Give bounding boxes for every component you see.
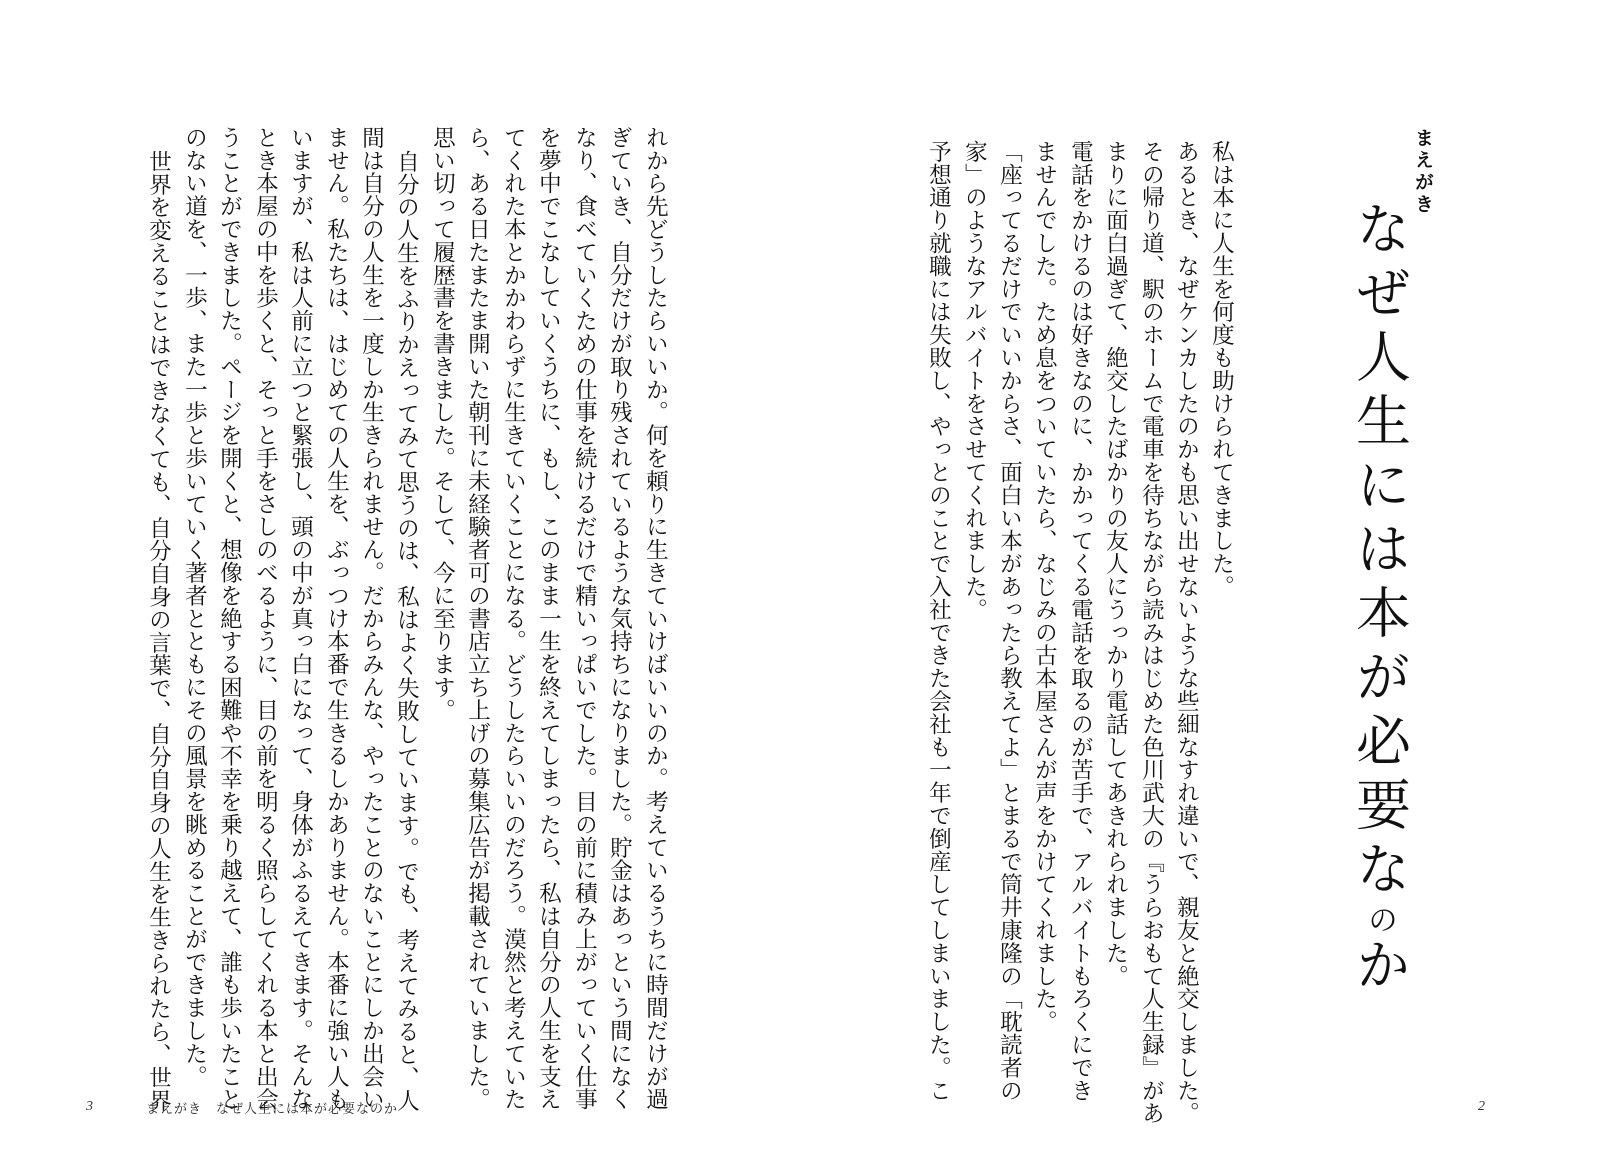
text-line: なり、食べていくための仕事を続けるだけで精いっぱいでした。目の前に積み上がっていく仕事 xyxy=(571,126,598,1111)
chapter-title-end: か xyxy=(1347,936,1411,1000)
text-line: 世界を変えることはできなくても、自分自身の言葉で、自分自身の人生を生きられたら、世界 xyxy=(145,150,172,1112)
chapter-title-main: なぜ人生には本が必要な xyxy=(1347,200,1411,904)
text-line: 「座ってるだけでいいからさ、面白い本があったら教えてよ」とまるで筒井康隆の「耽読者の xyxy=(996,140,1023,1102)
text-line: れから先どうしたらいいか。何を頼りに生きていけばいいのか。考えているうちに時間だけが過 xyxy=(642,126,669,1111)
text-line: 私は本に人生を何度も助けられてきました。 xyxy=(1208,140,1235,598)
text-line: その帰り道、駅のホームで電車を待ちながら読みはじめた色川武大の『うらおもて人生録』があ xyxy=(1138,140,1165,1125)
text-line: のない道を、一歩、また一歩と歩いていく著者とともにその風景を眺めることができました。 xyxy=(181,126,208,1088)
text-line: 家」のようなアルバイトをさせてくれました。 xyxy=(961,140,988,621)
text-line: 電話をかけるのは好きなのに、かかってくる電話を取るのが苦手で、アルバイトもろくにでき xyxy=(1067,140,1094,1102)
text-line: いますが、私は人前に立つと緊張し、頭の中が真っ白になって、身体がふるえてきます。そんな xyxy=(287,126,314,1111)
text-line: 予想通り就職には失敗し、やっとのことで入社できた会社も一年で倒産してしまいました。こ xyxy=(925,140,952,1102)
chapter-title xyxy=(1340,200,1419,1000)
text-line: 自分の人生をふりかえってみて思うのは、私はよく失敗しています。でも、考えてみると、人 xyxy=(393,150,420,1112)
chapter-title-small: の xyxy=(1362,904,1397,936)
text-line: を夢中でこなしていくうちに、もし、このまま一生を終えてしまったら、私は自分の人生を支え xyxy=(535,126,562,1111)
text-line: まりに面白過ぎて、絶交したばかりの友人にうっかり電話してあきれられました。 xyxy=(1102,140,1129,988)
text-line: てくれた本とかかわらずに生きていくことになる。どうしたらいいのだろう。漠然と考えていた xyxy=(500,126,527,1111)
folio-right: 2 xyxy=(1478,1099,1485,1114)
text-line: ません。私たちは、はじめての人生を、ぶっつけ本番で生きるしかありません。本番に強い人も xyxy=(323,126,350,1111)
text-line: ぎていき、自分だけが取り残されているような気持ちになりました。貯金はあっという間になく xyxy=(606,126,633,1111)
text-line: 間は自分の人生を一度しか生きられません。だからみんな、やったことのないことにしか出会い xyxy=(358,126,385,1111)
text-line: 思い切って履歴書を書きました。そして、今に至ります。 xyxy=(429,126,456,722)
text-line: ら、ある日たまたま開いた朝刊に未経験者可の書店立ち上げの募集広告が掲載されていました。 xyxy=(464,126,491,1111)
text-line: とき本屋の中を歩くと、そっと手をさしのべるように、目の前を明るく照らしてくれる本と出会 xyxy=(252,126,279,1111)
text-line: ませんでした。ため息をついていたら、なじみの古本屋さんが声をかけてくれました。 xyxy=(1031,140,1058,1034)
folio-left: 3 xyxy=(86,1099,93,1114)
text-line: うことができました。ページを開くと、想像を絶する困難や不幸を乗り越えて、誰も歩いたこと xyxy=(216,126,243,1111)
running-head: まえがき なぜ人生には本が必要なのか xyxy=(146,1102,399,1117)
chapter-kicker: まえがき xyxy=(1412,128,1434,216)
text-line: あるとき、なぜケンカしたのかも思い出せないような些細なすれ違いで、親友と絶交しました。 xyxy=(1173,140,1200,1125)
